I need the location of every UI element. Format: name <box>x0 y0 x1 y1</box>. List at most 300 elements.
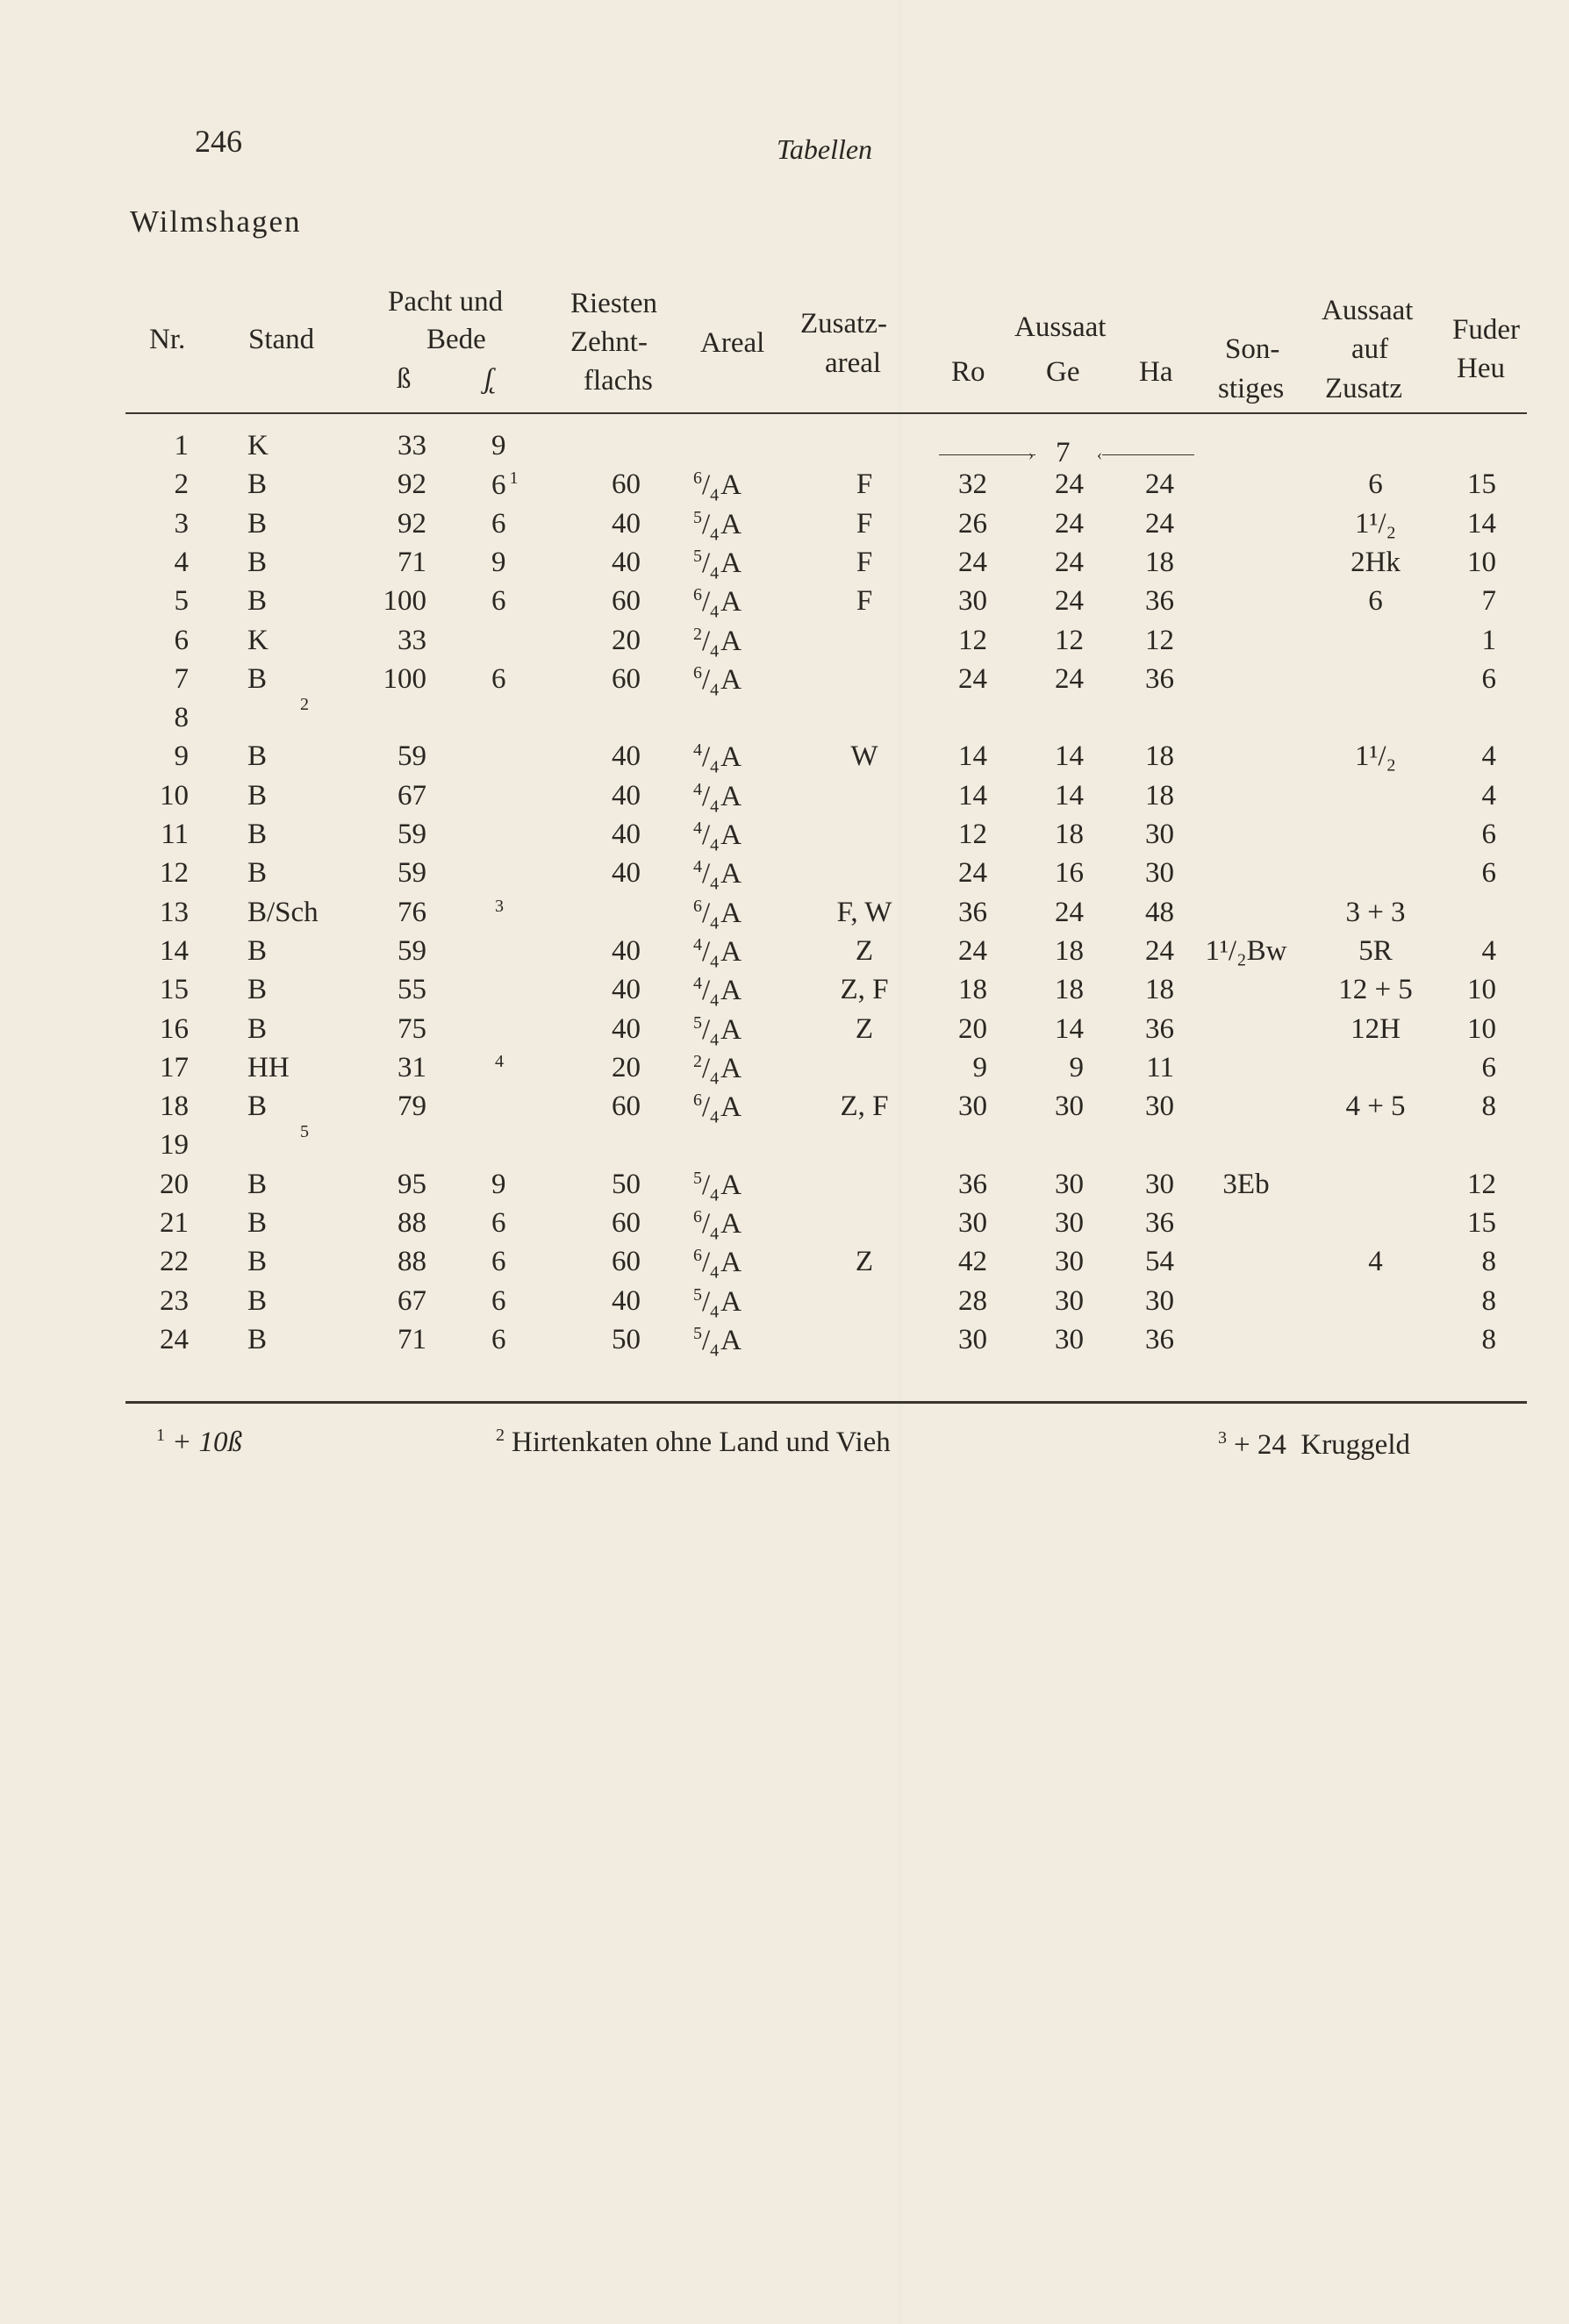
cell-riesten: 60 <box>612 585 641 618</box>
cell-ro: 30 <box>958 585 987 618</box>
cell-fuder: 4 <box>1481 934 1496 967</box>
cell-areal: $^4/_4A$ <box>693 974 742 1011</box>
cell-aufz: 12 + 5 <box>1338 974 1413 1006</box>
pfennig-value: 6 <box>491 507 506 540</box>
areal-numerator: 6 <box>693 1246 702 1266</box>
cell-riesten: 20 <box>612 1051 641 1083</box>
header-auf: auf <box>1351 333 1389 365</box>
areal-numerator: 4 <box>693 819 702 838</box>
cell-aufz: 5R <box>1358 934 1393 967</box>
areal-denominator: 4 <box>710 1302 720 1322</box>
areal-letter: A <box>720 1013 742 1046</box>
cell-sch: 95 <box>398 1168 426 1200</box>
cell-areal: $^6/_4A$ <box>693 1090 742 1127</box>
cell-pf <box>491 1246 553 1278</box>
areal-denominator: 4 <box>710 1185 720 1205</box>
cell-pf <box>491 1285 553 1318</box>
cell-stand <box>247 1013 379 1046</box>
cell-areal: $^2/_4A$ <box>693 1051 742 1089</box>
cell-stand <box>247 935 379 968</box>
cell-ro: 18 <box>958 974 987 1006</box>
cell-areal: $^5/_4A$ <box>693 1168 742 1205</box>
header-rule <box>125 412 1527 414</box>
stand-value: B <box>247 934 268 967</box>
cell-stand <box>247 1090 379 1123</box>
table-row <box>0 585 1569 624</box>
areal-letter: A <box>720 1208 742 1240</box>
cell-ge: 24 <box>1055 662 1084 695</box>
cell-pf <box>491 663 553 696</box>
footnote-marker: 5 <box>300 1122 309 1142</box>
header-zusatz: Zusatz- <box>800 308 887 340</box>
table-row <box>0 508 1569 547</box>
cell-ro: 32 <box>958 468 987 501</box>
pfennig-value: 9 <box>491 1168 506 1200</box>
place-title: Wilmshagen <box>130 204 302 239</box>
cell-ge: 18 <box>1055 934 1084 967</box>
stand-value: B <box>247 819 268 850</box>
cell-fuder: 10 <box>1467 1012 1496 1045</box>
pfennig-value: 9 <box>491 430 506 461</box>
cell-stand <box>247 897 379 929</box>
cell-sch: 92 <box>398 507 426 540</box>
stand-value: B <box>247 974 268 1006</box>
cell-ha: 36 <box>1145 1323 1174 1355</box>
cell-riesten: 40 <box>612 974 641 1006</box>
cell-sch: 59 <box>398 857 426 890</box>
cell-ro: 12 <box>958 624 987 656</box>
stand-value: K <box>247 624 269 656</box>
table-row <box>0 1052 1569 1090</box>
areal-numerator: 6 <box>693 896 702 916</box>
cell-ge: 24 <box>1055 468 1084 501</box>
cell-nr: 10 <box>160 779 189 812</box>
cell-ha: 18 <box>1145 974 1174 1006</box>
cell-riesten: 50 <box>612 1323 641 1355</box>
stand-value: B <box>247 1323 268 1355</box>
cell-pf <box>491 897 553 930</box>
areal-numerator: 6 <box>693 662 702 683</box>
cell-ge: 14 <box>1055 1012 1084 1045</box>
table-row <box>0 1122 1569 1168</box>
cell-nr: 8 <box>174 702 189 734</box>
cell-ha: 12 <box>1145 624 1174 656</box>
cell-sch: 71 <box>398 1323 426 1355</box>
stand-value: B <box>247 1246 268 1278</box>
cell-ge: 30 <box>1055 1090 1084 1123</box>
cell-sch: 88 <box>398 1207 426 1239</box>
cell-pf <box>491 508 553 540</box>
areal-letter: A <box>720 508 742 540</box>
areal-letter: A <box>720 586 742 619</box>
header-ha: Ha <box>1139 356 1173 388</box>
cell-ha: 24 <box>1145 468 1174 501</box>
cell-sch: 88 <box>398 1246 426 1278</box>
header-nr: Nr. <box>149 324 186 355</box>
cell-fuder: 4 <box>1481 779 1496 812</box>
areal-denominator: 4 <box>710 1224 720 1244</box>
areal-denominator: 4 <box>710 1107 720 1127</box>
areal-denominator: 4 <box>710 952 720 972</box>
header-flachs: flachs <box>584 365 653 397</box>
cell-fuder: 15 <box>1467 468 1496 501</box>
cell-riesten: 60 <box>612 468 641 501</box>
footnote-1 <box>156 1426 242 1459</box>
cell-aufz: 3 + 3 <box>1345 896 1406 928</box>
cell-zus: F <box>856 546 873 578</box>
areal-letter: A <box>720 935 742 968</box>
areal-numerator: 4 <box>693 857 702 877</box>
stand-value: B <box>247 857 268 890</box>
areal-letter: A <box>720 1169 742 1201</box>
cell-ro: 36 <box>958 896 987 928</box>
cell-ro: 26 <box>958 507 987 540</box>
arrow-left-icon: ‹ <box>1097 446 1102 463</box>
row1-total: 7 <box>1056 437 1071 468</box>
cell-ge: 12 <box>1055 624 1084 656</box>
cell-ha: 30 <box>1145 1090 1174 1123</box>
cell-ha: 18 <box>1145 546 1174 578</box>
areal-denominator: 4 <box>710 835 720 855</box>
header-aussaat: Aussaat <box>1014 311 1107 343</box>
areal-denominator: 4 <box>710 525 720 545</box>
cell-nr: 7 <box>174 662 189 695</box>
cell-ge: 30 <box>1055 1284 1084 1317</box>
cell-fuder: 12 <box>1467 1168 1496 1200</box>
areal-letter: A <box>720 625 742 657</box>
cell-fuder: 14 <box>1467 507 1496 540</box>
cell-nr: 18 <box>160 1090 189 1123</box>
cell-ha: 36 <box>1145 1207 1174 1239</box>
areal-denominator: 4 <box>710 874 720 894</box>
cell-fuder: 6 <box>1481 1051 1496 1083</box>
areal-letter: A <box>720 1091 742 1124</box>
cell-riesten: 60 <box>612 1090 641 1123</box>
cell-areal: $^6/_4A$ <box>693 662 742 700</box>
stand-value: B <box>247 1168 268 1200</box>
cell-ro: 28 <box>958 1284 987 1317</box>
table-row <box>0 547 1569 585</box>
cell-nr: 16 <box>160 1012 189 1045</box>
cell-zus: Z, F <box>840 974 889 1006</box>
cell-ro: 42 <box>958 1246 987 1278</box>
areal-letter: A <box>720 975 742 1007</box>
footnote-2-mark: 2 <box>496 1426 505 1445</box>
stand-value: B <box>247 1090 268 1123</box>
areal-numerator: 5 <box>693 507 702 527</box>
areal-letter: A <box>720 780 742 812</box>
table-row <box>0 819 1569 857</box>
header-zusatz-areal: areal <box>825 347 882 379</box>
cell-sch: 59 <box>398 819 426 850</box>
cell-areal: $^4/_4A$ <box>693 934 742 972</box>
cell-zus: F <box>856 468 873 501</box>
header-riesten: Riesten <box>570 288 657 319</box>
cell-ro: 14 <box>958 779 987 812</box>
cell-stand <box>247 1207 379 1240</box>
header-ge: Ge <box>1046 356 1080 388</box>
cell-zus: W <box>850 740 878 773</box>
table-row <box>0 468 1569 507</box>
table-row <box>0 430 1569 468</box>
cell-pf <box>491 468 553 502</box>
areal-numerator: 6 <box>693 1207 702 1226</box>
cell-ge: 30 <box>1055 1168 1084 1200</box>
cell-ha: 48 <box>1145 896 1174 928</box>
cell-areal: $^5/_4A$ <box>693 1323 742 1361</box>
cell-riesten: 50 <box>612 1168 641 1200</box>
cell-areal: $^2/_4A$ <box>693 624 742 661</box>
cell-stand <box>247 625 379 657</box>
cell-riesten: 20 <box>612 624 641 656</box>
pfennig-value: 6 <box>491 1207 506 1239</box>
areal-letter: A <box>720 741 742 774</box>
cell-ge: 18 <box>1055 819 1084 850</box>
areal-numerator: 4 <box>693 740 702 761</box>
cell-son: 1¹/₂Bw <box>1205 934 1287 967</box>
cell-nr: 11 <box>161 819 189 850</box>
areal-numerator: 4 <box>693 934 702 955</box>
areal-numerator: 5 <box>693 1168 702 1188</box>
cell-sch: 100 <box>383 662 426 695</box>
areal-letter: A <box>720 469 742 502</box>
stand-value: B/Sch <box>247 896 319 928</box>
areal-letter: A <box>720 1324 742 1356</box>
stand-value: B <box>247 662 268 695</box>
areal-numerator: 6 <box>693 468 702 489</box>
table-row <box>0 1246 1569 1284</box>
cell-ro: 24 <box>958 546 987 578</box>
page-number: 246 <box>195 124 242 159</box>
header-areal: Areal <box>700 327 765 359</box>
pfennig-value: 6 <box>491 662 506 695</box>
cell-areal: $^6/_4A$ <box>693 1207 742 1244</box>
header-son: Son- <box>1225 333 1280 365</box>
cell-ge: 14 <box>1055 740 1084 773</box>
cell-fuder: 6 <box>1481 819 1496 850</box>
areal-denominator: 4 <box>710 1341 720 1361</box>
areal-numerator: 5 <box>693 1284 702 1305</box>
stand-value: B <box>247 1012 268 1045</box>
cell-ha: 36 <box>1145 1012 1174 1045</box>
cell-riesten: 40 <box>612 546 641 578</box>
cell-ha: 36 <box>1145 585 1174 618</box>
footnote-3-text: + 24 Kruggeld <box>1234 1429 1410 1461</box>
table-row <box>0 1324 1569 1362</box>
cell-stand <box>247 740 379 773</box>
cell-nr: 1 <box>174 430 189 461</box>
areal-numerator: 2 <box>693 1051 702 1071</box>
cell-nr: 19 <box>160 1129 189 1162</box>
pfennig-value: 9 <box>491 546 506 578</box>
cell-ge: 9 <box>1069 1051 1084 1083</box>
footnote-3-mark: 3 <box>1218 1428 1227 1448</box>
cell-pf <box>491 1207 553 1240</box>
cell-fuder: 8 <box>1481 1246 1496 1278</box>
cell-nr: 9 <box>174 740 189 773</box>
cell-fuder: 1 <box>1481 624 1496 656</box>
table-row <box>0 780 1569 819</box>
areal-letter: A <box>720 819 742 851</box>
cell-ha: 18 <box>1145 779 1174 812</box>
cell-areal: $^6/_4A$ <box>693 468 742 505</box>
cell-fuder: 8 <box>1481 1323 1496 1355</box>
cell-riesten: 40 <box>612 779 641 812</box>
cell-ge: 14 <box>1055 779 1084 812</box>
cell-nr: 17 <box>160 1051 189 1083</box>
cell-areal: $^6/_4A$ <box>693 585 742 622</box>
cell-areal: $^6/_4A$ <box>693 1246 742 1283</box>
cell-sch: 67 <box>398 1284 426 1317</box>
stand-value: B <box>247 507 268 540</box>
table-row <box>0 740 1569 779</box>
cell-sch: 33 <box>398 430 426 461</box>
cell-ro: 12 <box>958 819 987 850</box>
cell-areal: $^4/_4A$ <box>693 779 742 817</box>
cell-riesten: 40 <box>612 1012 641 1045</box>
table-row <box>0 974 1569 1012</box>
header-ro: Ro <box>951 356 985 388</box>
header-stiges: stiges <box>1218 373 1285 404</box>
arrow-right-icon: › <box>1028 446 1034 463</box>
pfennig-value: 6 <box>491 1284 506 1317</box>
cell-ge: 30 <box>1055 1207 1084 1239</box>
cell-riesten: 40 <box>612 934 641 967</box>
header-bede: Bede <box>426 324 486 355</box>
footnote-3 <box>1218 1428 1410 1462</box>
header-fuder: Fuder <box>1452 314 1520 346</box>
cell-sch: 75 <box>398 1012 426 1045</box>
cell-sch: 92 <box>398 468 426 501</box>
table-row <box>0 663 1569 702</box>
areal-numerator: 5 <box>693 1323 702 1343</box>
cell-fuder: 7 <box>1481 585 1496 618</box>
cell-pf <box>491 430 553 462</box>
cell-ro: 36 <box>958 1168 987 1200</box>
cell-riesten: 40 <box>612 819 641 850</box>
cell-zus: F <box>856 507 873 540</box>
header-aussaat-zusatz: Aussaat <box>1322 295 1414 326</box>
stand-value: B <box>247 740 268 773</box>
cell-nr: 21 <box>160 1207 189 1239</box>
cell-son: 3Eb <box>1222 1168 1270 1200</box>
cell-ha: 30 <box>1145 857 1174 890</box>
cell-riesten: 40 <box>612 740 641 773</box>
cell-ha: 24 <box>1145 507 1174 540</box>
cell-ha: 30 <box>1145 819 1174 850</box>
areal-denominator: 4 <box>710 485 720 505</box>
cell-ha: 30 <box>1145 1168 1174 1200</box>
footnote-1-mark: 1 <box>156 1426 165 1445</box>
cell-stand <box>247 1052 379 1084</box>
stand-value: K <box>247 430 269 461</box>
cell-pf <box>491 585 553 618</box>
cell-stand <box>247 819 379 851</box>
areal-denominator: 4 <box>710 1030 720 1050</box>
cell-aufz: 6 <box>1368 585 1383 618</box>
areal-numerator: 2 <box>693 624 702 644</box>
footnote-marker: 1 <box>509 468 519 489</box>
cell-aufz: 1¹/₂ <box>1354 507 1397 540</box>
footnote-2 <box>496 1426 891 1459</box>
footnote-1-text: + 10ß <box>172 1427 243 1458</box>
header-zusatz-label: Zusatz <box>1325 373 1402 404</box>
cell-ha: 18 <box>1145 740 1174 773</box>
areal-letter: A <box>720 858 742 890</box>
cell-aufz: 1¹/₂ <box>1354 740 1397 773</box>
cell-riesten: 40 <box>612 507 641 540</box>
pfennig-value: 6 <box>491 1246 506 1278</box>
pfennig-value: 6 <box>491 1323 506 1355</box>
cell-nr: 13 <box>160 896 189 928</box>
cell-ge: 24 <box>1055 507 1084 540</box>
table-row <box>0 897 1569 935</box>
areal-denominator: 4 <box>710 990 720 1011</box>
cell-stand <box>247 547 379 579</box>
table-row <box>0 625 1569 663</box>
areal-numerator: 6 <box>693 585 702 605</box>
cell-nr: 15 <box>160 974 189 1006</box>
cell-areal: $^5/_4A$ <box>693 507 742 545</box>
cell-ge: 24 <box>1055 546 1084 578</box>
cell-ge: 24 <box>1055 585 1084 618</box>
pfennig-value: 6 <box>491 585 506 618</box>
areal-numerator: 4 <box>693 779 702 799</box>
header-stand: Stand <box>248 324 315 355</box>
cell-aufz: 12H <box>1350 1012 1401 1045</box>
cell-nr: 2 <box>174 468 189 501</box>
cell-fuder: 10 <box>1467 546 1496 578</box>
cell-zus: Z <box>855 934 874 967</box>
cell-ha: 54 <box>1145 1246 1174 1278</box>
cell-riesten: 60 <box>612 1207 641 1239</box>
cell-areal: $^6/_4A$ <box>693 896 742 933</box>
cell-zus: Z <box>855 1012 874 1045</box>
footnote-marker: 2 <box>300 695 309 715</box>
cell-areal: $^4/_4A$ <box>693 740 742 777</box>
footnote-marker: 4 <box>495 1051 504 1071</box>
cell-stand <box>247 857 379 890</box>
table-row <box>0 1285 1569 1324</box>
cell-stand <box>247 1285 379 1318</box>
cell-riesten: 40 <box>612 1284 641 1317</box>
cell-stand <box>247 430 379 462</box>
cell-pf <box>491 1052 553 1085</box>
stand-value: B <box>247 468 268 501</box>
cell-fuder: 6 <box>1481 857 1496 890</box>
cell-sch: 76 <box>398 896 426 928</box>
cell-zus: Z <box>855 1246 874 1278</box>
cell-areal: $^5/_4A$ <box>693 1012 742 1050</box>
running-head: Tabellen <box>777 133 873 165</box>
cell-nr: 24 <box>160 1323 189 1355</box>
table-row <box>0 1169 1569 1207</box>
areal-denominator: 4 <box>710 602 720 622</box>
areal-denominator: 4 <box>710 913 720 933</box>
stand-value: B <box>247 1284 268 1317</box>
cell-nr: 6 <box>174 624 189 656</box>
areal-denominator: 4 <box>710 1069 720 1089</box>
cell-zus: Z, F <box>840 1090 889 1123</box>
header-pfennig: ʃ̨ <box>484 363 493 395</box>
areal-letter: A <box>720 897 742 929</box>
areal-numerator: 4 <box>693 974 702 994</box>
cell-fuder: 15 <box>1467 1207 1496 1239</box>
cell-aufz: 4 <box>1368 1246 1383 1278</box>
cell-ge: 18 <box>1055 974 1084 1006</box>
footnote-2-text: Hirtenkaten ohne Land und Vieh <box>512 1427 891 1458</box>
cell-ge: 16 <box>1055 857 1084 890</box>
